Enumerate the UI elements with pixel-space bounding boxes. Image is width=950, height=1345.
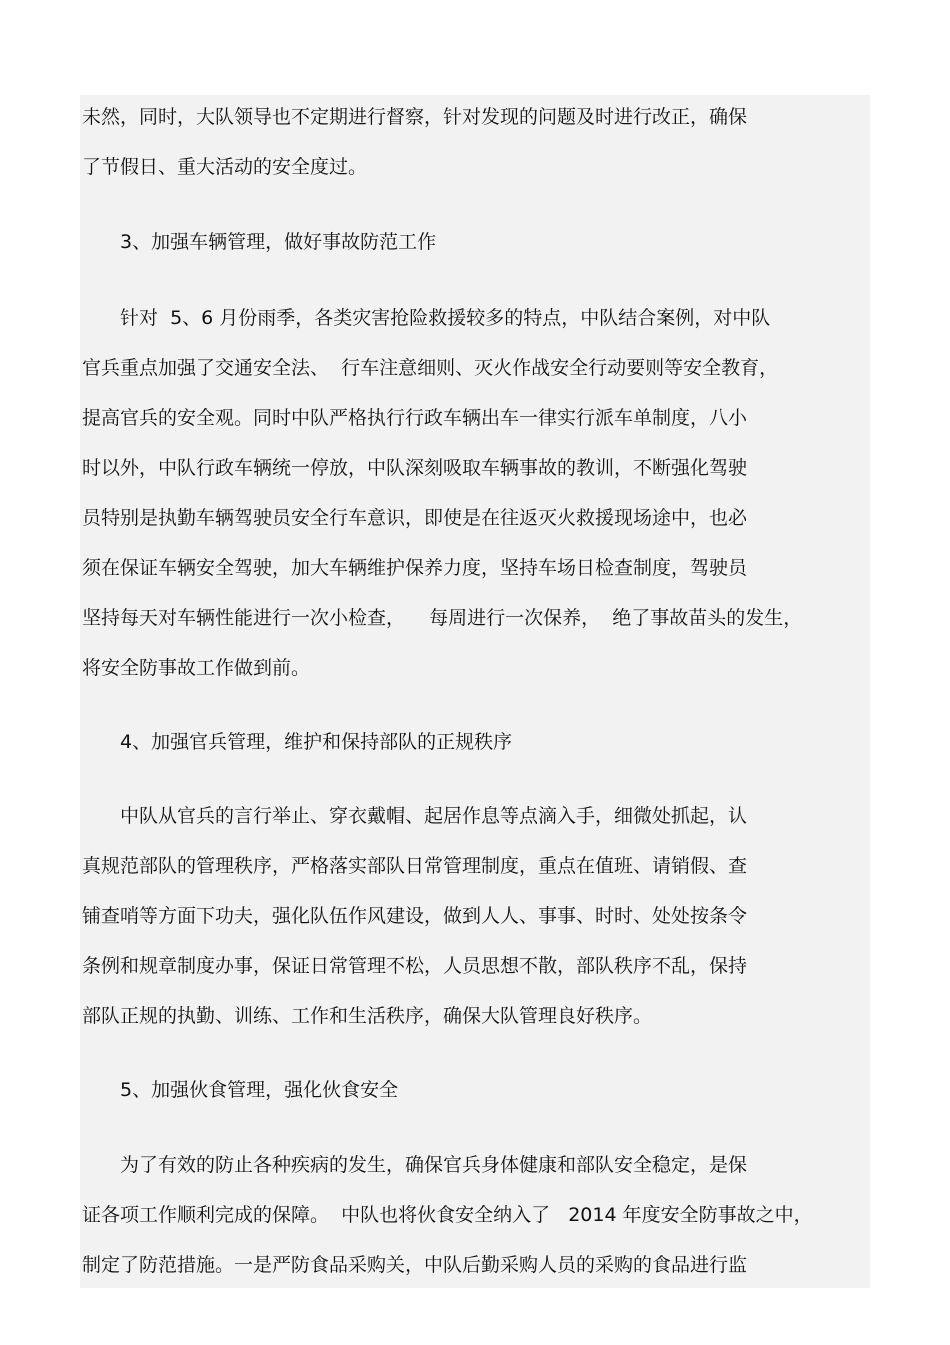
document-page (80, 95, 870, 1288)
paragraph-line: 将安全防事故工作做到前。 (82, 657, 311, 679)
paragraph-line: 官兵重点加强了交通安全法、 行车注意细则、灭火作战安全行动要则等安全教育， (82, 357, 779, 379)
paragraph-line: 坚持每天对车辆性能进行一次小检查， 每周进行一次保养， 绝了事故苗头的发生， (82, 607, 803, 629)
paragraph-line: 真规范部队的管理秩序，严格落实部队日常管理制度，重点在值班、请销假、查 (82, 855, 748, 877)
paragraph-line: 条例和规章制度办事，保证日常管理不松，人员思想不散，部队秩序不乱，保持 (82, 955, 748, 977)
paragraph-line: 时以外，中队行政车辆统一停放，中队深刻吸取车辆事故的教训，不断强化驾驶 (82, 457, 748, 479)
paragraph-line: 未然，同时，大队领导也不定期进行督察，针对发现的问题及时进行改正，确保 (82, 106, 748, 128)
paragraph-line: 了节假日、重大活动的安全度过。 (82, 156, 368, 178)
paragraph-line: 为了有效的防止各种疾病的发生，确保官兵身体健康和部队安全稳定，是保 (120, 1154, 748, 1176)
paragraph-line: 制定了防范措施。一是严防食品采购关，中队后勤采购人员的采购的食品进行监 (82, 1254, 748, 1276)
paragraph-line: 中队从官兵的言行举止、穿衣戴帽、起居作息等点滴入手，细微处抓起，认 (120, 805, 748, 827)
paragraph-line: 铺查哨等方面下功夫，强化队伍作风建设，做到人人、事事、时时、处处按条令 (82, 905, 748, 927)
paragraph-line: 部队正规的执勤、训练、工作和生活秩序，确保大队管理良好秩序。 (82, 1005, 653, 1027)
section-heading-5: 5、加强伙食管理，强化伙食安全 (120, 1079, 399, 1101)
paragraph-line: 提高官兵的安全观。同时中队严格执行行政车辆出车一律实行派车单制度，八小 (82, 407, 748, 429)
paragraph-line: 针对 5、6 月份雨季，各类灾害抢险救援较多的特点，中队结合案例，对中队 (120, 307, 771, 329)
paragraph-line: 须在保证车辆安全驾驶，加大车辆维护保养力度，坚持车场日检查制度，驾驶员 (82, 557, 748, 579)
section-heading-3: 3、加强车辆管理，做好事故防范工作 (120, 231, 437, 253)
paragraph-line: 证各项工作顺利完成的保障。 中队也将伙食安全纳入了 2014 年度安全防事故之中， (82, 1204, 813, 1226)
section-heading-4: 4、加强官兵管理，维护和保持部队的正规秩序 (120, 731, 513, 753)
paragraph-line: 员特别是执勤车辆驾驶员安全行车意识，即使是在往返灭火救援现场途中，也必 (82, 507, 748, 529)
